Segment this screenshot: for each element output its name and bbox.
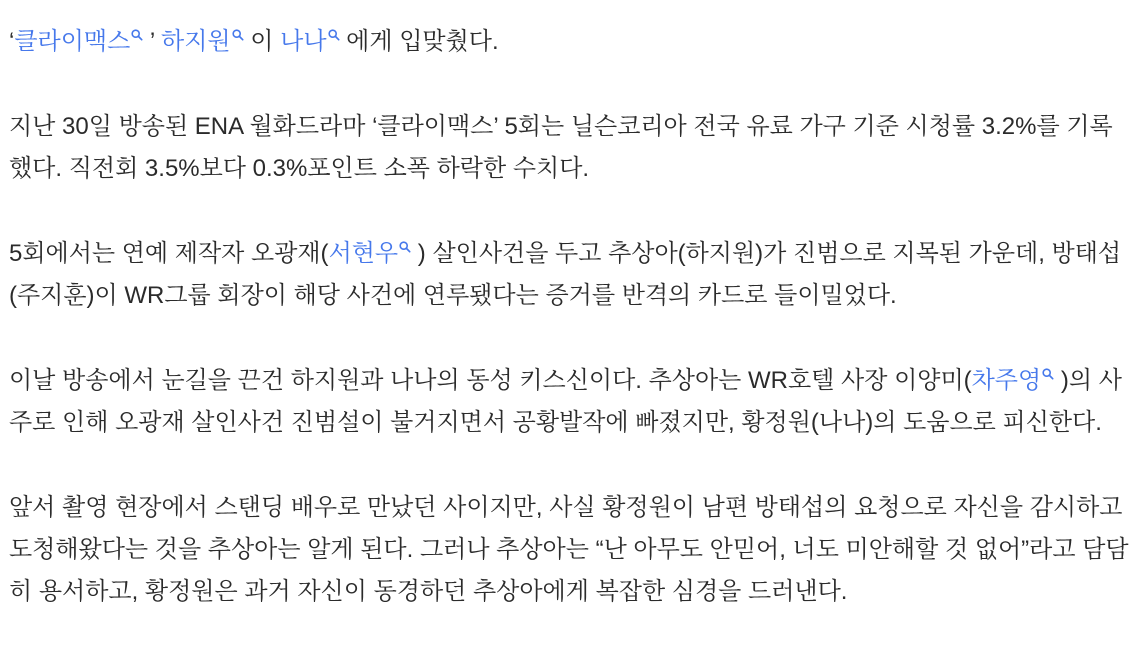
entity-link[interactable]: [972, 367, 1055, 394]
search-icon[interactable]: [328, 29, 340, 41]
entity-link[interactable]: [280, 28, 339, 55]
search-icon[interactable]: [131, 29, 143, 41]
text-run: ) 살인사건을 두고 추상아(하지원)가 진범으로 지목된 가운데, 방태섭(주지훈)이 WR그룹 회장이 해당 사건에 연루됐다는 증거를 반격의 카드로 들이밀었다.: [9, 240, 1122, 309]
text-run: 5회에서는 연예 제작자 오광재(: [9, 240, 329, 267]
paragraph: [9, 233, 1129, 317]
text-run: 이날 방송에서 눈길을 끈건 하지원과 나나의 동성 키스신이다. 추상아는 WR호텔 사장 이양미(: [9, 367, 972, 394]
text-run: ‘: [9, 28, 15, 55]
search-icon[interactable]: [232, 29, 244, 41]
paragraph: [9, 487, 1129, 613]
entity-link[interactable]: [329, 240, 412, 267]
entity-link-label: 서현우: [328, 240, 399, 267]
paragraph: [9, 360, 1129, 444]
entity-link-label: 하지원: [161, 28, 231, 55]
entity-link-label: 클라이맥스: [14, 28, 131, 55]
text-run: )의 사주로 인해 오광재 살인사건 진범설이 불거지면서 공황발작에 빠졌지만, 황정원(나나)의 도움으로 피신한다.: [9, 367, 1122, 436]
search-icon[interactable]: [399, 241, 411, 253]
entity-link-label: 나나: [280, 28, 327, 55]
search-icon[interactable]: [1042, 368, 1054, 380]
text-run: ’: [143, 28, 162, 55]
entity-link-label: 차주영: [971, 367, 1042, 394]
text-run: 에게 입맞췄다.: [339, 28, 499, 55]
text-run: 앞서 촬영 현장에서 스탠딩 배우로 만났던 사이지만, 사실 황정원이 남편 방태섭의 요청으로 자신을 감시하고 도청해왔다는 것을 추상아는 알게 된다. 그러나 추상아는 “난 아무도 안믿어, 너도 미안해할 것 없어”라고 담담히 용서하고, 황정원은 과거 자신이 동경하던 추상아에게 복잡한 심경을 드러낸다.: [9, 494, 1129, 605]
entity-link[interactable]: [161, 28, 244, 55]
text-run: 지난 30일 방송된 ENA 월화드라마 ‘클라이맥스’ 5회는 닐슨코리아 전국 유료 가구 기준 시청률 3.2%를 기록했다. 직전회 3.5%보다 0.3%포인트 소폭 하락한 수치다.: [9, 113, 1113, 182]
article: [9, 21, 1129, 613]
entity-link[interactable]: [14, 28, 143, 55]
paragraph: [9, 21, 1129, 63]
text-run: 이: [243, 28, 281, 55]
paragraph: [9, 106, 1129, 190]
